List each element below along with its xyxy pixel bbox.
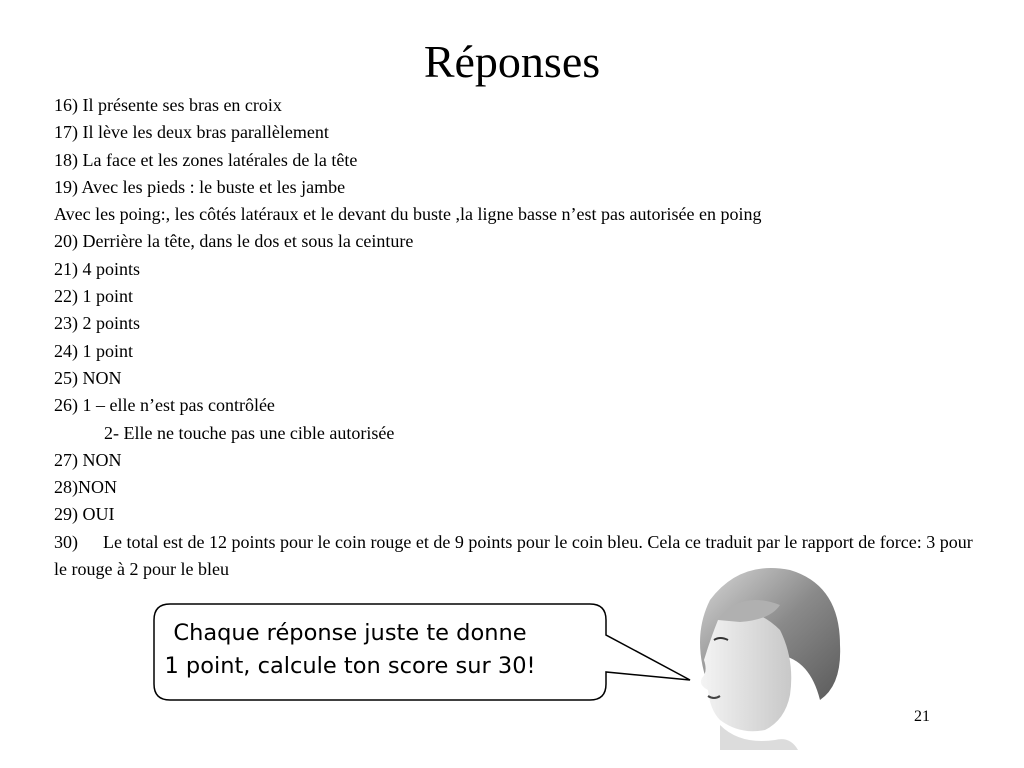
page-number: 21: [914, 708, 930, 725]
answer-24: 24) 1 point: [54, 340, 133, 361]
answer-28: 28)NON: [54, 477, 117, 498]
girl-portrait: [680, 560, 850, 750]
answer-16: 16) Il présente ses bras en croix: [54, 95, 282, 115]
speech-bubble-line-2: 1 point, calcule ton score sur 30!: [164, 653, 536, 679]
answer-21: 21) 4 points: [54, 258, 141, 279]
answer-25: 25) NON: [54, 367, 122, 388]
answer-19: 19) Avec les pieds : le buste et les jambe: [54, 176, 346, 197]
answer-22: 22) 1 point: [54, 286, 133, 307]
answer-23: 23) 2 points: [54, 313, 141, 334]
answer-19-continued: Avec les poing:, les côtés latéraux et le devant du buste ,la ligne basse n’est pas autorisée en poing: [54, 204, 762, 225]
answer-26-part-2: 2- Elle ne touche pas une cible autorisée: [104, 422, 395, 443]
answer-30-text: Le total est de 12 points pour le coin rouge et de 9 points pour le coin bleu. Cela ce traduit par le rapport de force: 3 pour le rouge à 2 pour le bleu: [54, 531, 973, 580]
speech-bubble-line-1: Chaque réponse juste te donne: [173, 620, 527, 646]
answer-30-number: 30): [54, 531, 78, 552]
answer-29: 29) OUI: [54, 504, 115, 525]
slide-title: Réponses: [423, 36, 601, 87]
answer-17: 17) Il lève les deux bras parallèlement: [54, 122, 329, 143]
answer-20: 20) Derrière la tête, dans le dos et sous la ceinture: [54, 231, 414, 252]
speech-bubble-text: [120, 617, 580, 683]
answer-27: 27) NON: [54, 449, 122, 470]
answer-26: 26) 1 – elle n’est pas contrôlée: [54, 395, 275, 416]
answer-18: 18) La face et les zones latérales de la tête: [54, 149, 358, 170]
